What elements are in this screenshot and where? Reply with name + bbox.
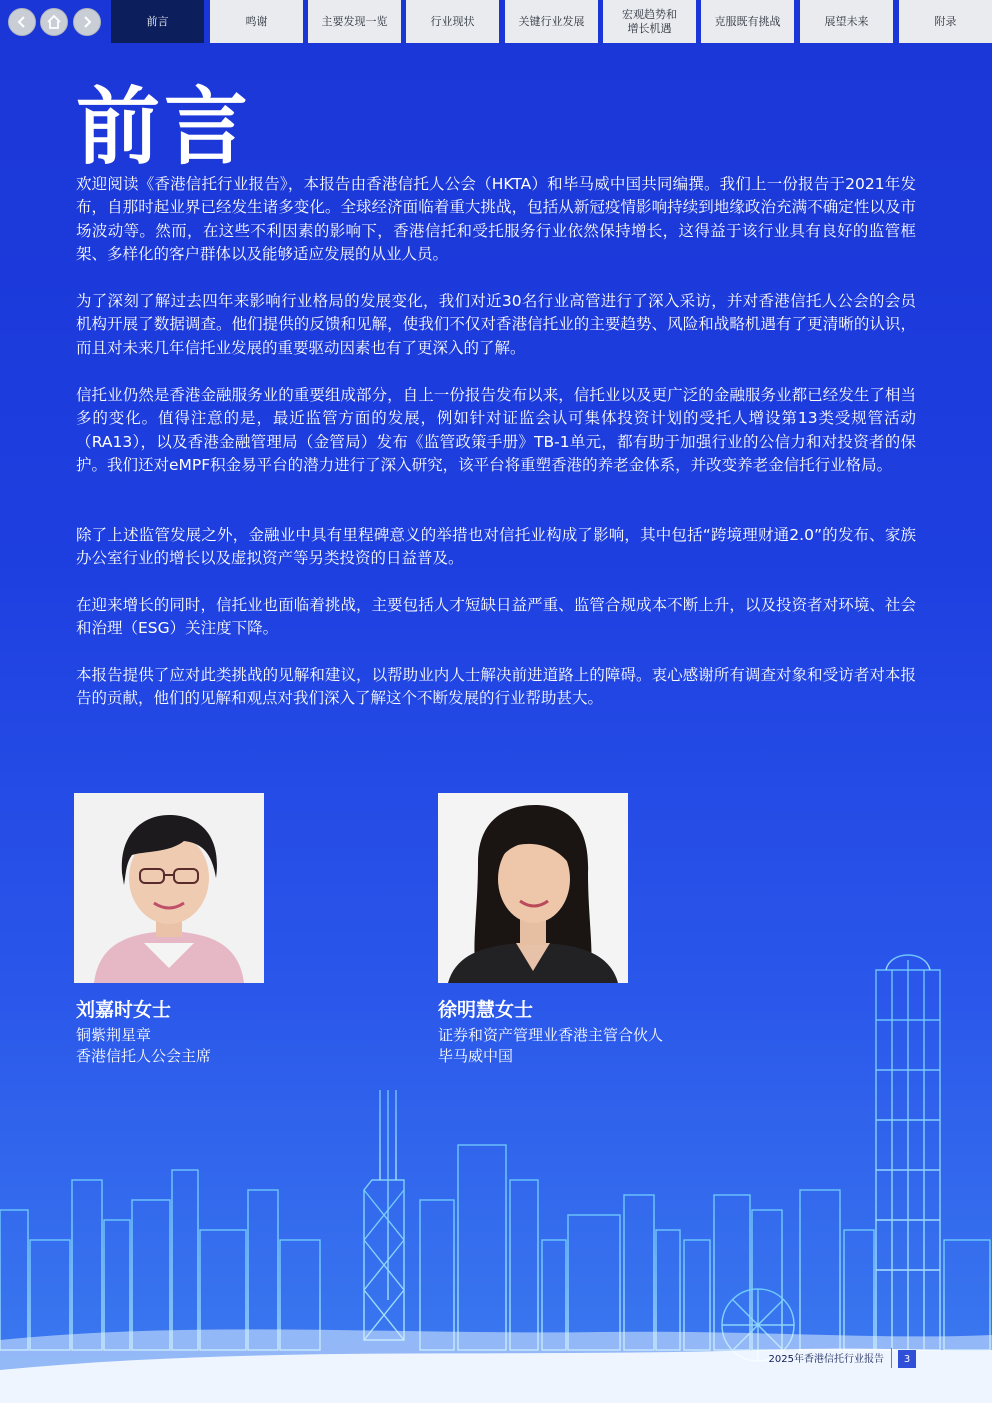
person-title-1: 香港信托人公会主席 — [76, 1047, 212, 1065]
page-title: 前言 — [76, 78, 253, 176]
paragraph-6: 本报告提供了应对此类挑战的见解和建议，以帮助业内人士解决前进道路上的障碍。衷心感谢所有调查对象和受访者对本报告的贡献，他们的见解和观点对我们深入了解这个不断发展的行业帮助甚大。 — [76, 666, 916, 708]
tab-preface[interactable]: 前言 — [111, 0, 204, 43]
tab-key-findings[interactable]: 主要发现一览 — [308, 0, 401, 43]
tab-challenges[interactable]: 克服既有挑战 — [701, 0, 794, 43]
tab-macro-trends[interactable]: 宏观趋势和 增长机遇 — [603, 0, 696, 43]
paragraph-3: 信托业仍然是香港金融服务业的重要组成部分，自上一份报告发布以来，信托业以及更广泛的金融服务业都已经发生了相当多的变化。值得注意的是，最近监管方面的发展，例如针对证监会认可集体投资计划的受托人增设第13类受规管活动（RA13），以及香港金融管理局（金管局）发布《监管政策手册》TB-1单元，都有助于加强行业的公信力和对投资者的保护。我们还对eMPF积金易平台的潜力进行了深入研究，该平台将重塑香港的养老金体系，并改变养老金信托行业格局。 — [76, 386, 916, 475]
forward-button[interactable] — [73, 8, 101, 36]
tab-outlook[interactable]: 展望未来 — [800, 0, 893, 43]
back-button[interactable] — [8, 8, 36, 36]
paragraph-5: 在迎来增长的同时，信托业也面临着挑战，主要包括人才短缺日益严重、监管合规成本不断上升，以及投资者对环境、社会和治理（ESG）关注度下降。 — [76, 596, 916, 638]
tab-industry-status[interactable]: 行业现状 — [406, 0, 499, 43]
city-skyline-illustration — [0, 940, 992, 1403]
person-name-2: 徐明慧女士 — [438, 999, 534, 1021]
page-number: 3 — [898, 1350, 916, 1368]
home-button[interactable] — [40, 8, 68, 36]
footer-divider — [891, 1348, 892, 1368]
person-honour-1: 铜紫荆星章 — [76, 1026, 152, 1044]
person-title-2: 证券和资产管理业香港主管合伙人 — [438, 1026, 664, 1044]
paragraph-2: 为了深刻了解过去四年来影响行业格局的发展变化，我们对近30名行业高管进行了深入采访，并对香港信托人公会的会员机构开展了数据调查。他们提供的反馈和见解，使我们不仅对香港信托业的主要趋势、风险和战略机遇有了更清晰的认识，而且对未来几年信托业发展的重要驱动因素也有了更深入的了解。 — [76, 292, 916, 357]
paragraph-4: 除了上述监管发展之外，金融业中具有里程碑意义的举措也对信托业构成了影响，其中包括“跨境理财通2.0”的发布、家族办公室行业的增长以及虚拟资产等另类投资的日益普及。 — [76, 526, 916, 568]
person-company-2: 毕马威中国 — [438, 1047, 514, 1065]
paragraph-1: 欢迎阅读《香港信托行业报告》，本报告由香港信托人公会（HKTA）和毕马威中国共同编撰。我们上一份报告于2021年发布，自那时起业界已经发生诸多变化。全球经济面临着重大挑战，包括从新冠疫情影响持续到地缘政治充满不确定性以及市场波动等。然而，在这些不利因素的影响下，香港信托和受托服务行业依然保持增长，这得益于该行业具有良好的监管框架、多样化的客户群体以及能够适应发展的从业人员。 — [76, 175, 916, 264]
chevron-right-icon — [81, 16, 93, 28]
top-navigation — [0, 0, 992, 44]
tab-appendix[interactable]: 附录 — [899, 0, 992, 43]
person-name-1: 刘嘉时女士 — [76, 999, 172, 1021]
chevron-left-icon — [16, 16, 28, 28]
tab-acknowledgements[interactable]: 鸣谢 — [210, 0, 303, 43]
tab-key-developments[interactable]: 关键行业发展 — [505, 0, 598, 43]
footer-report-title: 2025年香港信托行业报告 — [768, 1354, 884, 1365]
home-icon — [46, 14, 62, 30]
